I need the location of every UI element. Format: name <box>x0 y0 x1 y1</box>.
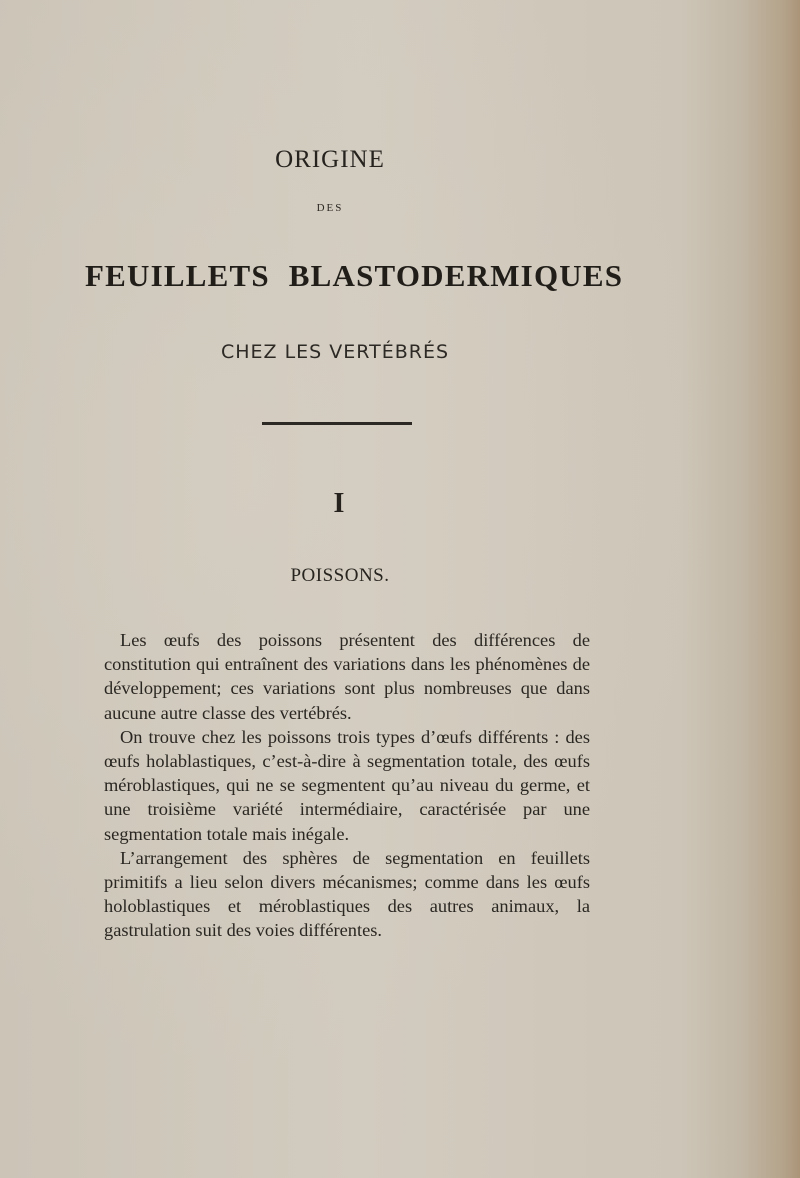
paragraph-2: On trouve chez les poissons trois types d’œufs différents : des œufs holablastiques, c’est-à-dire à segmentation totale, des œufs méroblastiques, qui ne se segmentent qu’au niveau du germe, et une troisième variété intermédiaire, caractérisée par une segmentation totale mais inégale. <box>104 726 590 844</box>
section-title: POISSONS. <box>290 565 390 586</box>
subtitle: CHEZ LES VERTÉBRÉS <box>220 341 450 363</box>
page-edge-stain <box>740 0 800 1178</box>
title-divider <box>262 422 412 425</box>
paragraph-3: L’arrangement des sphères de segmentation en feuillets primitifs a lieu selon divers mécanismes; comme dans les œufs holoblastiques et méroblastiques des autres animaux, la gastrulation suit des voies différentes. <box>104 847 590 941</box>
paragraph-1: Les œufs des poissons présentent des différences de constitution qui entraînent des variations dans les phénomènes de développement; ces variations sont plus nombreuses que dans aucune autre classe des vertébrés. <box>104 630 590 723</box>
title-origine: ORIGINE <box>275 146 385 173</box>
title-des: DES <box>316 202 344 214</box>
body-text <box>104 628 590 943</box>
main-title: FEUILLETS BLASTODERMIQUES <box>85 258 624 293</box>
chapter-number: I <box>333 488 345 519</box>
